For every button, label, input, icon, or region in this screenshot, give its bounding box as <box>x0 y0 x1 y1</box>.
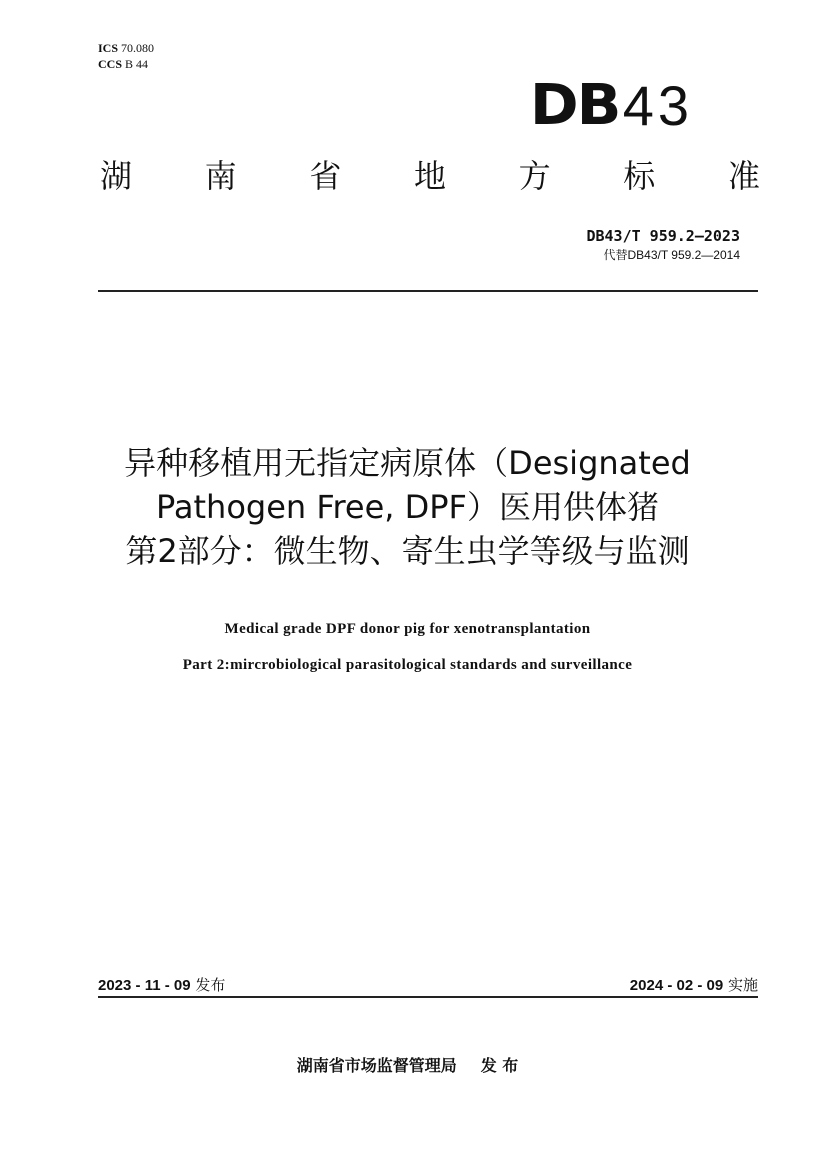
title-en-line: Part 2:mircrobiological parasitological standards and surveillance <box>182 657 633 673</box>
standard-type-char: 南 <box>204 157 237 195</box>
standard-type-char: 标 <box>623 157 656 195</box>
db-mark: DB <box>529 73 619 138</box>
title-cn-line: Pathogen Free, DPF）医用供体猪 <box>156 488 659 526</box>
title-english <box>0 620 815 692</box>
title-cn-line: 异种移植用无指定病原体（Designated <box>124 444 691 482</box>
issuer-action: 发 布 <box>480 1056 519 1075</box>
classification-codes <box>98 40 154 72</box>
standard-code: DB43/T 959.2—2023 <box>586 227 740 245</box>
title-chinese <box>0 441 815 573</box>
standard-type-char: 准 <box>727 157 760 195</box>
issue-date-block <box>98 975 225 996</box>
issuer-name: 湖南省市场监督管理局 <box>296 1056 457 1075</box>
title-en-line: Medical grade DPF donor pig for xenotransplantation <box>224 621 591 637</box>
standard-type-char: 方 <box>518 157 551 195</box>
effective-date-block <box>630 975 758 996</box>
ics-code: ICS 70.080 <box>98 41 155 55</box>
standard-type-heading <box>100 156 760 196</box>
issuing-authority <box>0 1055 815 1077</box>
title-cn-line: 第2部分：微生物、寄生虫学等级与监测 <box>125 532 690 570</box>
replaces-code: 代替DB43/T 959.2—2014 <box>603 248 740 262</box>
db-number: 43 <box>622 74 693 137</box>
standard-type-char: 湖 <box>100 157 133 195</box>
issue-date: 2023 - 11 - 09 <box>98 977 191 994</box>
standard-type-char: 省 <box>309 157 342 195</box>
standard-logo <box>529 73 693 138</box>
footer-divider <box>98 996 758 998</box>
ccs-code: CCS B 44 <box>98 57 149 71</box>
header-divider <box>98 290 758 292</box>
effective-date: 2024 - 02 - 09 <box>629 977 724 994</box>
effective-label: 实施 <box>727 976 758 994</box>
standard-type-char: 地 <box>413 157 446 195</box>
issue-label: 发布 <box>195 976 226 994</box>
standard-number-block <box>586 227 740 263</box>
